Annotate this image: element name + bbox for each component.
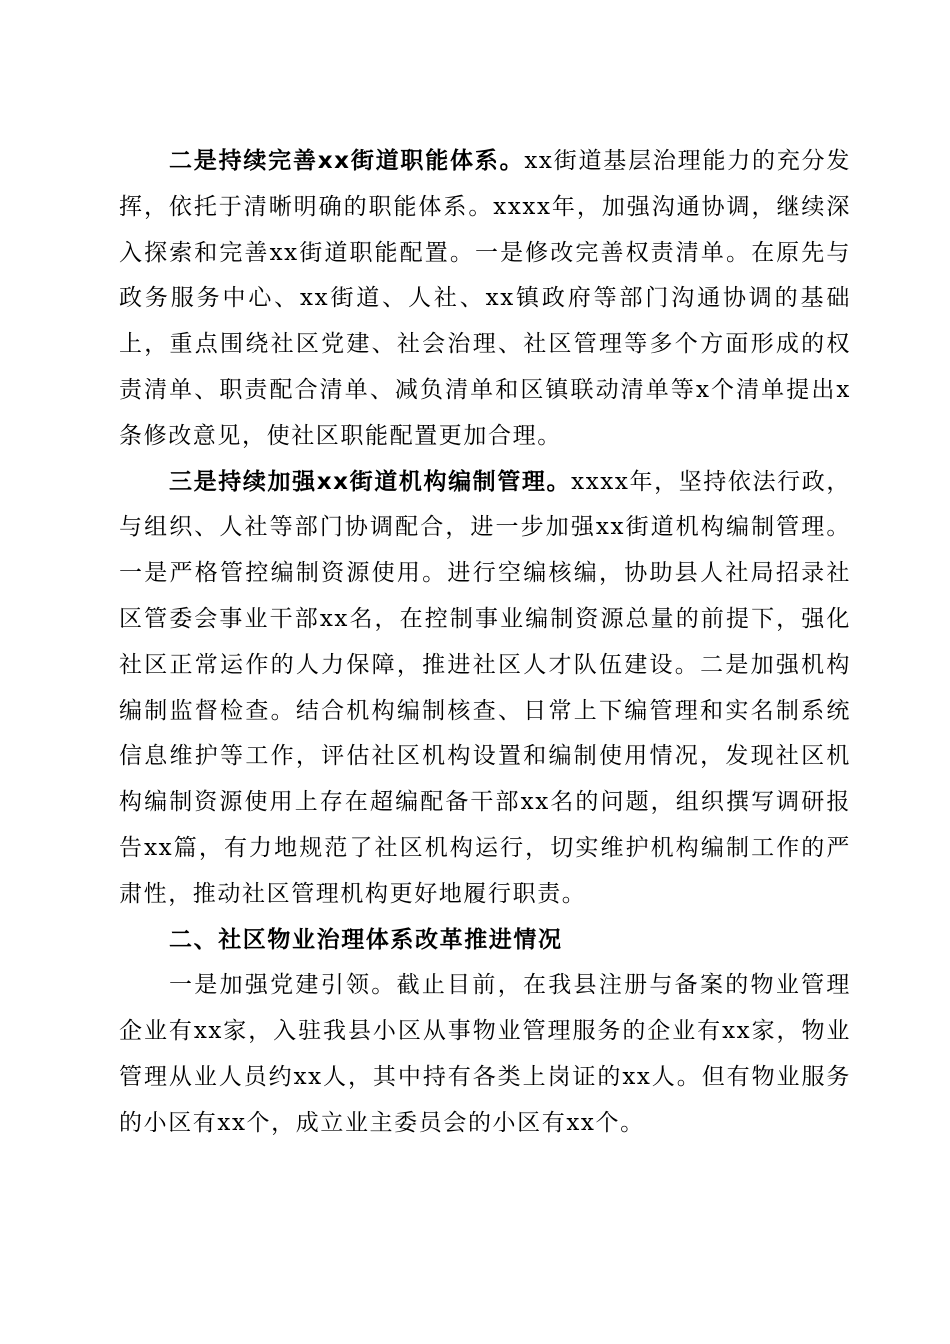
paragraph-lead: 一是加强党建引领。 [169, 972, 397, 999]
paragraph-street-function-system [119, 139, 851, 460]
paragraph-lead: 二是持续完善xx街道职能体系。 [169, 148, 525, 174]
paragraph-party-building [119, 963, 851, 1146]
paragraph-text: xxxx年，坚持依法行政，与组织、人社等部门协调配合，进一步加强xx街道机构编制管理。一是严格管控编制资源使用。进行空编核编，协助县人社局招录社区管委会事业干部xx名，在控制事业编制资源总量的前提下，强化社区正常运作的人力保障，推进社区人才队伍建设。二是加强机构编制监督检查。结合机构编制核查、日常上下编管理和实名制系统信息维护等工作，评估社区机构设置和编制使用情况，发现社区机构编制资源使用上存在超编配备干部xx名的问题，组织撰写调研报告xx篇，有力地规范了社区机构运行，切实维护机构编制工作的严肃性，推动社区管理机构更好地履行职责。 [119, 468, 851, 907]
paragraph-text: xx街道基层治理能力的充分发挥，依托于清晰明确的职能体系。xxxx年，加强沟通协调，继续深入探索和完善xx街道职能配置。一是修改完善权责清单。在原先与政务服务中心、xx街道、人社、xx镇政府等部门沟通协调的基础上，重点围绕社区党建、社会治理、社区管理等多个方面形成的权责清单、职责配合清单、减负清单和区镇联动清单等x个清单提出x条修改意见，使社区职能配置更加合理。 [119, 148, 852, 449]
paragraph-street-staffing-management [119, 460, 851, 918]
document-body [119, 139, 851, 1147]
paragraph-text: 截止目前，在我县注册与备案的物业管理企业有xx家，入驻我县小区从事物业管理服务的企业有xx家，物业管理从业人员约xx人，其中持有各类上岗证的xx人。但有物业服务的小区有xx个，成立业主委员会的小区有xx个。 [119, 972, 851, 1136]
paragraph-lead: 三是持续加强xx街道机构编制管理。 [169, 468, 572, 495]
section-heading: 二、社区物业治理体系改革推进情况 [169, 926, 563, 953]
